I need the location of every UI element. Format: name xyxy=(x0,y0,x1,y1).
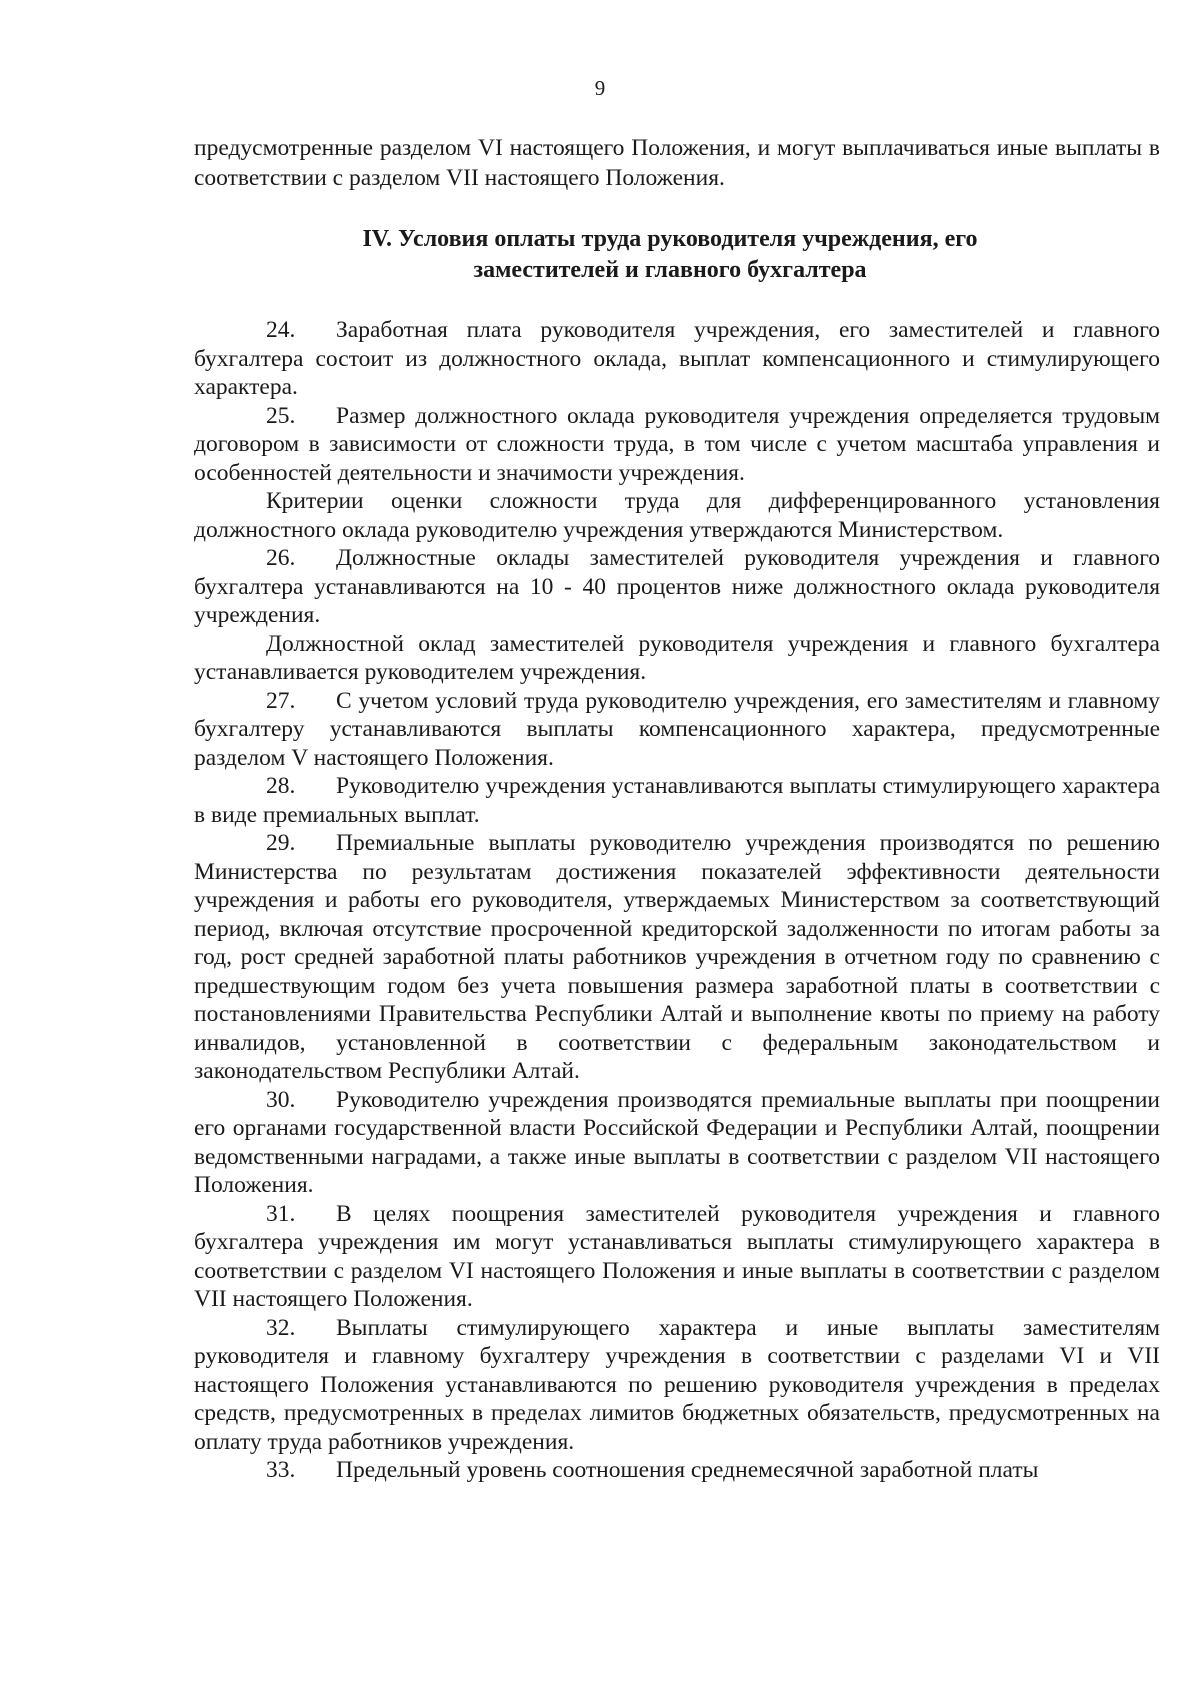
paragraph-text: Критерии оценки сложности труда для дифференцированного установления должностного оклада руководителю учреждения утверждаются Министерством. xyxy=(194,488,1160,543)
paragraph-text: Руководителю учреждения устанавливаются выплаты стимулирующего характера в виде премиальных выплат. xyxy=(194,773,1160,828)
paragraph-number: 31. xyxy=(266,1200,296,1227)
paragraph-text: Заработная плата руководителя учреждения, его заместителей и главного бухгалтера состоит из должностного оклада, выплат компенсационного и стимулирующего характера. xyxy=(194,317,1160,400)
paragraph-number: 24. xyxy=(266,317,296,343)
paragraph xyxy=(194,544,1160,630)
section-heading xyxy=(230,224,1110,286)
paragraph-text: Премиальные выплаты руководителю учреждения производятся по решению Министерства по результатам достижения показателей эффективности деятельности учреждения и работы его руководителя, утверждаемых Министерством за соответствующий период, включая отсутствие просроченной кредиторской задолженности по итогам работы за год, рост средней заработной платы работников учреждения в отчетном году по сравнению с предшествующим годом без учета повышения размера заработной платы в соответствии с постановлениями Правительства Республики Алтай и выполнение квоты по приему на работу инвалидов, установленной в соответствии с федеральным законодательством и законодательством Республики Алтай. xyxy=(194,830,1160,1084)
paragraph xyxy=(194,487,1160,544)
paragraph-text: Выплаты стимулирующего характера и иные выплаты заместителям руководителя и главному бухгалтеру учреждения в соответствии с разделами VI и VII настоящего Положения устанавливаются по решению руководителя учреждения в пределах средств, предусмотренных в пределах лимитов бюджетных обязательств, предусмотренных на оплату труда работников учреждения. xyxy=(194,1314,1160,1455)
paragraph-number: 30. xyxy=(266,1086,296,1113)
paragraph-text: С учетом условий труда руководителю учреждения, его заместителям и главному бухгалтеру устанавливаются выплаты компенсационного характера, предусмотренные разделом V настоящего Положения. xyxy=(194,687,1160,771)
paragraph xyxy=(194,772,1160,829)
section-heading-line-2: заместителей и главного бухгалтера xyxy=(473,257,867,283)
paragraph xyxy=(194,1200,1160,1314)
paragraph xyxy=(194,829,1160,1086)
paragraph xyxy=(194,1314,1160,1457)
section-body xyxy=(194,316,1160,1485)
page-number: 9 xyxy=(594,76,606,100)
paragraph-number: 28. xyxy=(266,773,296,799)
paragraph-text: Предельный уровень соотношения среднемесячной заработной платы xyxy=(336,1457,1039,1483)
paragraph-text: Должностной оклад заместителей руководителя учреждения и главного бухгалтера устанавливается руководителем учреждения. xyxy=(194,630,1160,685)
paragraph xyxy=(194,687,1160,773)
paragraph-text: Размер должностного оклада руководителя учреждения определяется трудовым договором в зависимости от сложности труда, в том числе с учетом масштаба управления и особенностей деятельности и значимости учреждения. xyxy=(194,402,1160,486)
paragraph-number: 27. xyxy=(266,687,296,714)
paragraph-number: 32. xyxy=(266,1314,296,1341)
paragraph-number: 33. xyxy=(266,1457,296,1483)
paragraph xyxy=(194,402,1160,488)
lead-block xyxy=(194,134,1160,193)
paragraph-number: 26. xyxy=(266,545,296,571)
paragraph-number: 25. xyxy=(266,402,296,429)
lead-paragraph: предусмотренные разделом VI настоящего Положения, и могут выплачиваться иные выплаты в соответствии с разделом VII настоящего Положения. xyxy=(194,135,1160,191)
paragraph-text: Должностные оклады заместителей руководителя учреждения и главного бухгалтера устанавливаются на 10 - 40 процентов ниже должностного оклада руководителя учреждения. xyxy=(194,545,1160,628)
paragraph xyxy=(194,630,1160,687)
paragraph xyxy=(194,1456,1160,1485)
section-heading-line-1: IV. Условия оплаты труда руководителя учреждения, его xyxy=(362,226,978,252)
paragraph-text: В целях поощрения заместителей руководителя учреждения и главного бухгалтера учреждения им могут устанавливаться выплаты стимулирующего характера в соответствии с разделом VI настоящего Положения и иные выплаты в соответствии с разделом VII настоящего Положения. xyxy=(194,1200,1160,1312)
paragraph-number: 29. xyxy=(266,830,296,856)
paragraph xyxy=(194,316,1160,402)
paragraph xyxy=(194,1086,1160,1200)
paragraph-text: Руководителю учреждения производятся премиальные выплаты при поощрении его органами государственной власти Российской Федерации и Республики Алтай, поощрении ведомственными наградами, а также иные выплаты в соответствии с разделом VII настоящего Положения. xyxy=(194,1086,1160,1198)
